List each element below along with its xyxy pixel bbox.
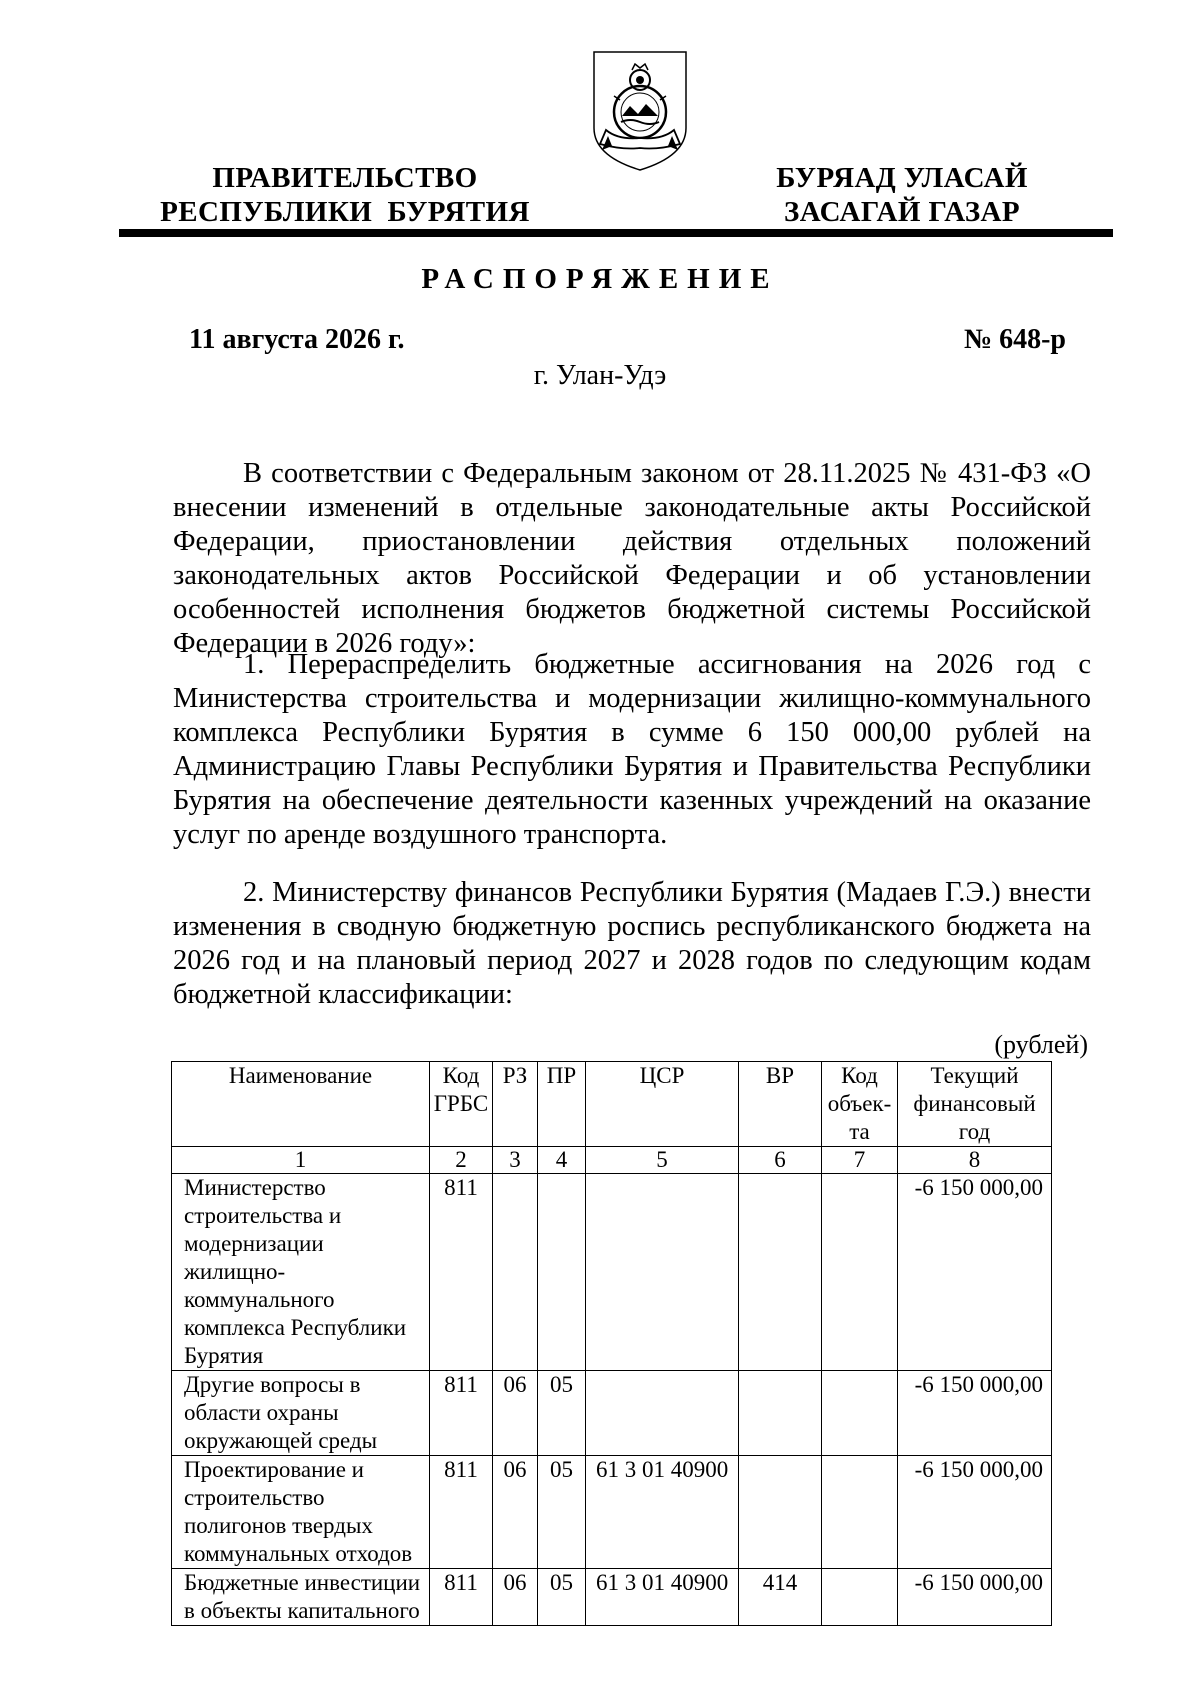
header-object-code: Код объек-та — [822, 1062, 898, 1147]
row-name: Министерство строительства и модернизации жилищно-коммунального комплекса Республики Бурятия — [172, 1174, 430, 1371]
body-paragraph-2 — [173, 876, 1091, 1012]
document-date: 11 августа 2026 г. — [189, 324, 405, 355]
header-name: Наименование — [172, 1062, 430, 1147]
row-amount: -6 150 000,00 — [898, 1371, 1052, 1456]
row-object-code — [822, 1174, 898, 1371]
row-vr — [739, 1371, 822, 1456]
row-rz — [493, 1174, 538, 1371]
row-csr: 61 3 01 40900 — [586, 1569, 739, 1626]
header-pr: ПР — [538, 1062, 586, 1147]
row-object-code — [822, 1456, 898, 1569]
org-name-buryat-line2: ЗАСАГАЙ ГАЗАР — [784, 196, 1020, 228]
table-unit-label: (рублей) — [994, 1030, 1088, 1059]
column-number: 4 — [538, 1147, 586, 1174]
column-number: 6 — [739, 1147, 822, 1174]
header-divider — [119, 229, 1113, 237]
table-header-row — [172, 1062, 1052, 1147]
row-rz: 06 — [493, 1569, 538, 1626]
row-pr — [538, 1174, 586, 1371]
row-vr — [739, 1174, 822, 1371]
row-csr — [586, 1371, 739, 1456]
row-vr: 414 — [739, 1569, 822, 1626]
document-number: № 648-р — [963, 324, 1066, 355]
row-name: Бюджетные инвестиции в объекты капитального — [172, 1569, 430, 1626]
header-current-year: Текущий финансовый год — [898, 1062, 1052, 1147]
table-column-number-row — [172, 1147, 1052, 1174]
org-name-russian-line1: ПРАВИТЕЛЬСТВО — [212, 162, 478, 194]
header-grbs: Код ГРБС — [430, 1062, 493, 1147]
column-number: 7 — [822, 1147, 898, 1174]
buryatia-coat-of-arms-icon — [588, 46, 692, 174]
column-number: 2 — [430, 1147, 493, 1174]
row-pr: 05 — [538, 1569, 586, 1626]
row-csr — [586, 1174, 739, 1371]
row-pr: 05 — [538, 1456, 586, 1569]
row-csr: 61 3 01 40900 — [586, 1456, 739, 1569]
row-rz: 06 — [493, 1371, 538, 1456]
org-name-russian — [160, 161, 530, 229]
row-object-code — [822, 1371, 898, 1456]
table-row — [172, 1174, 1052, 1371]
header-rz: РЗ — [493, 1062, 538, 1147]
row-amount: -6 150 000,00 — [898, 1569, 1052, 1626]
column-number: 8 — [898, 1147, 1052, 1174]
row-amount: -6 150 000,00 — [898, 1174, 1052, 1371]
row-pr: 05 — [538, 1371, 586, 1456]
paragraph-text: 2. Министерству финансов Республики Бурятия (Мадаев Г.Э.) внести изменения в сводную бюджетную роспись республиканского бюджета на 2026 год и на плановый период 2027 и 2028 годов по следующим кодам бюджетной классификации: — [173, 877, 1091, 1010]
row-object-code — [822, 1569, 898, 1626]
paragraph-text: В соответствии с Федеральным законом от 28.11.2025 № 431-ФЗ «О внесении изменений в отдельные законодательные акты Российской Федерации, приостановлении действия отдельных положений законодательных актов Российской Федерации и об установлении особенностей исполнения бюджетов бюджетной системы Российской Федерации в 2026 году»: — [173, 458, 1091, 659]
org-name-russian-line2: РЕСПУБЛИКИ БУРЯТИЯ — [160, 196, 530, 228]
row-grbs: 811 — [430, 1174, 493, 1371]
budget-classification-table — [171, 1061, 1052, 1626]
table-row — [172, 1371, 1052, 1456]
row-grbs: 811 — [430, 1371, 493, 1456]
row-amount: -6 150 000,00 — [898, 1456, 1052, 1569]
org-name-buryat — [752, 161, 1052, 229]
org-name-buryat-line1: БУРЯАД УЛАСАЙ — [776, 162, 1028, 194]
row-grbs: 811 — [430, 1569, 493, 1626]
document-type-title: РАСПОРЯЖЕНИЕ — [421, 263, 779, 295]
body-paragraph-1 — [173, 648, 1091, 852]
row-name: Другие вопросы в области охраны окружающей среды — [172, 1371, 430, 1456]
header-vr: ВР — [739, 1062, 822, 1147]
table-row — [172, 1456, 1052, 1569]
table-row — [172, 1569, 1052, 1626]
coat-of-arms-emblem — [588, 46, 692, 174]
row-vr — [739, 1456, 822, 1569]
paragraph-text: 1. Перераспределить бюджетные ассигнования на 2026 год с Министерства строительства и модернизации жилищно-коммунального комплекса Республики Бурятия в сумме 6 150 000,00 рублей на Администрацию Главы Республики Бурятия и Правительства Республики Бурятия на обеспечение деятельности казенных учреждений на оказание услуг по аренде воздушного транспорта. — [173, 649, 1091, 850]
header-csr: ЦСР — [586, 1062, 739, 1147]
document-city: г. Улан-Удэ — [533, 360, 667, 391]
row-rz: 06 — [493, 1456, 538, 1569]
row-grbs: 811 — [430, 1456, 493, 1569]
column-number: 1 — [172, 1147, 430, 1174]
row-name: Проектирование и строительство полигонов твердых коммунальных отходов — [172, 1456, 430, 1569]
column-number: 5 — [586, 1147, 739, 1174]
body-paragraph-preamble — [173, 457, 1091, 661]
column-number: 3 — [493, 1147, 538, 1174]
